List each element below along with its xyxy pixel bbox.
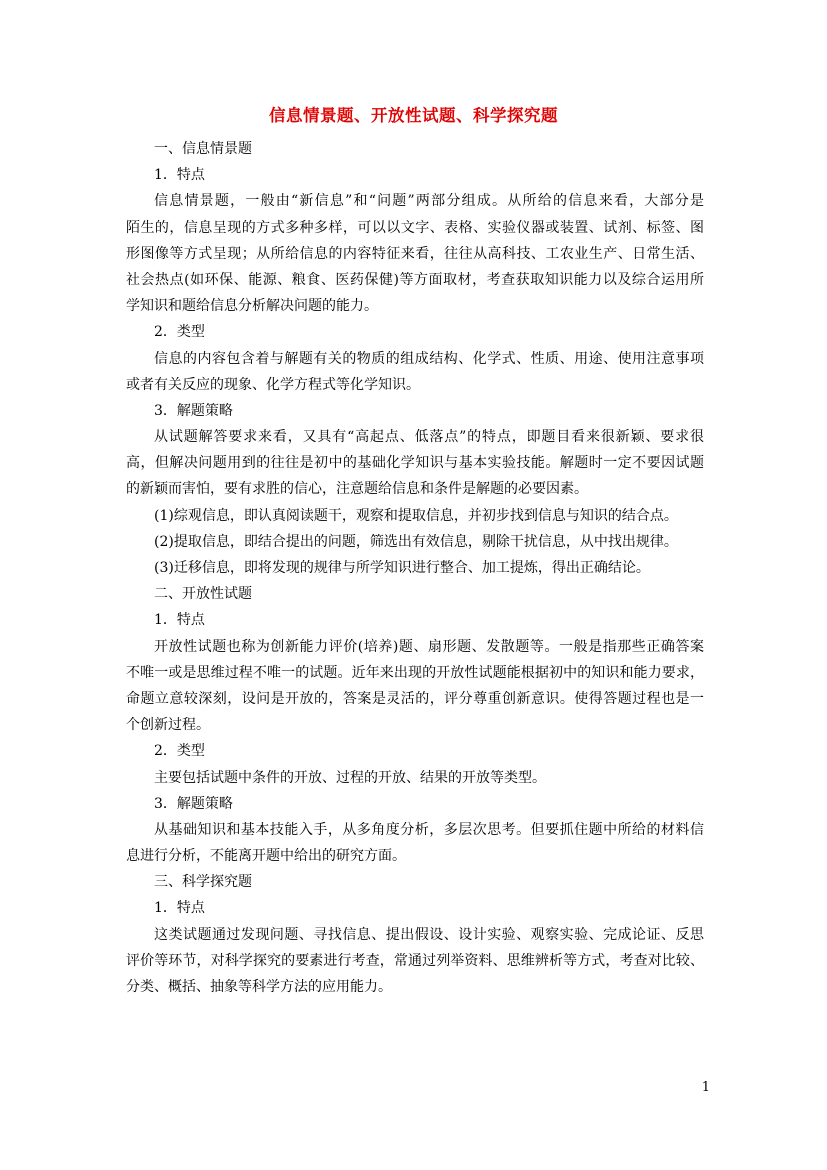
text-line: 开放性试题也称为创新能力评价(培养)题、扇形题、发散题等。一般是指那些正确答案 [154, 638, 704, 655]
text-line: 信息的内容包含着与解题有关的物质的组成结构、化学式、性质、用途、使用注意事项 [154, 350, 704, 367]
text-line: 3．解题策略 [154, 795, 233, 812]
text-line: 评价等环节，对科学探究的要素进行考查，常通过列举资料、思维辨析等方式，考查对比较、 [126, 952, 704, 969]
document-body [126, 136, 704, 1000]
text-line: 2．类型 [154, 743, 205, 760]
text-line: 高，但解决问题用到的往往是初中的基础化学知识与基本实验技能。解题时一定不要因试题 [126, 455, 704, 472]
text-line: 1．特点 [154, 900, 205, 917]
text-line: 二、开放性试题 [154, 586, 252, 603]
text-line: (3)迁移信息，即将发现的规律与所学知识进行整合、加工提炼，得出正确结论。 [154, 560, 650, 576]
text-line: 或者有关反应的现象、化学方程式等化学知识。 [126, 376, 420, 393]
text-line: 分类、概括、抽象等科学方法的应用能力。 [126, 979, 392, 995]
text-line: 学知识和题给信息分析解决问题的能力。 [126, 298, 378, 315]
text-line: (1)综观信息，即认真阅读题干，观察和提取信息，并初步找到信息与知识的结合点。 [154, 507, 678, 524]
document-title: 信息情景题、开放性试题、科学探究题 [269, 106, 558, 125]
text-line: 个创新过程。 [126, 717, 210, 734]
text-line: 信息情景题，一般由“新信息”和“问题”两部分组成。从所给的信息来看，大部分是 [154, 193, 704, 210]
text-line: 这类试题通过发现问题、寻找信息、提出假设、设计实验、观察实验、完成论证、反思 [154, 926, 704, 943]
text-line: 陌生的，信息呈现的方式多种多样，可以以文字、表格、实验仪器或装置、试剂、标签、图 [126, 219, 704, 236]
text-line: 社会热点(如环保、能源、粮食、医药保健)等方面取材，考查获取知识能力以及综合运用所 [126, 271, 704, 288]
text-line: (2)提取信息，即结合提出的问题，筛选出有效信息，剔除干扰信息，从中找出规律。 [154, 533, 678, 550]
page-number: 1 [701, 1080, 710, 1095]
text-line: 息进行分析，不能离开题中给出的研究方面。 [126, 848, 406, 865]
text-line: 1．特点 [154, 167, 205, 184]
text-line: 不唯一或是思维过程不唯一的试题。近年来出现的开放性试题能根据初中的知识和能力要求， [126, 664, 704, 681]
text-line: 主要包括试题中条件的开放、过程的开放、结果的开放等类型。 [154, 769, 546, 786]
text-line: 2．类型 [154, 324, 205, 341]
text-line: 3．解题策略 [154, 402, 233, 419]
text-line: 一、信息情景题 [154, 141, 252, 157]
text-line: 从试题解答要求来看，又具有“高起点、低落点”的特点，即题目看来很新颖、要求很 [154, 429, 704, 446]
text-line: 1．特点 [154, 612, 205, 629]
text-line: 的新颖而害怕，要有求胜的信心，注意题给信息和条件是解题的必要因素。 [126, 481, 588, 498]
text-line: 形图像等方式呈现；从所给信息的内容特征来看，往往从高科技、工农业生产、日常生活、 [126, 245, 704, 262]
text-line: 三、科学探究题 [154, 874, 252, 891]
text-line: 从基础知识和基本技能入手，从多角度分析，多层次思考。但要抓住题中所给的材料信 [154, 821, 704, 838]
text-line: 命题立意较深刻，设问是开放的，答案是灵活的，评分尊重创新意识。使得答题过程也是一 [126, 690, 704, 707]
